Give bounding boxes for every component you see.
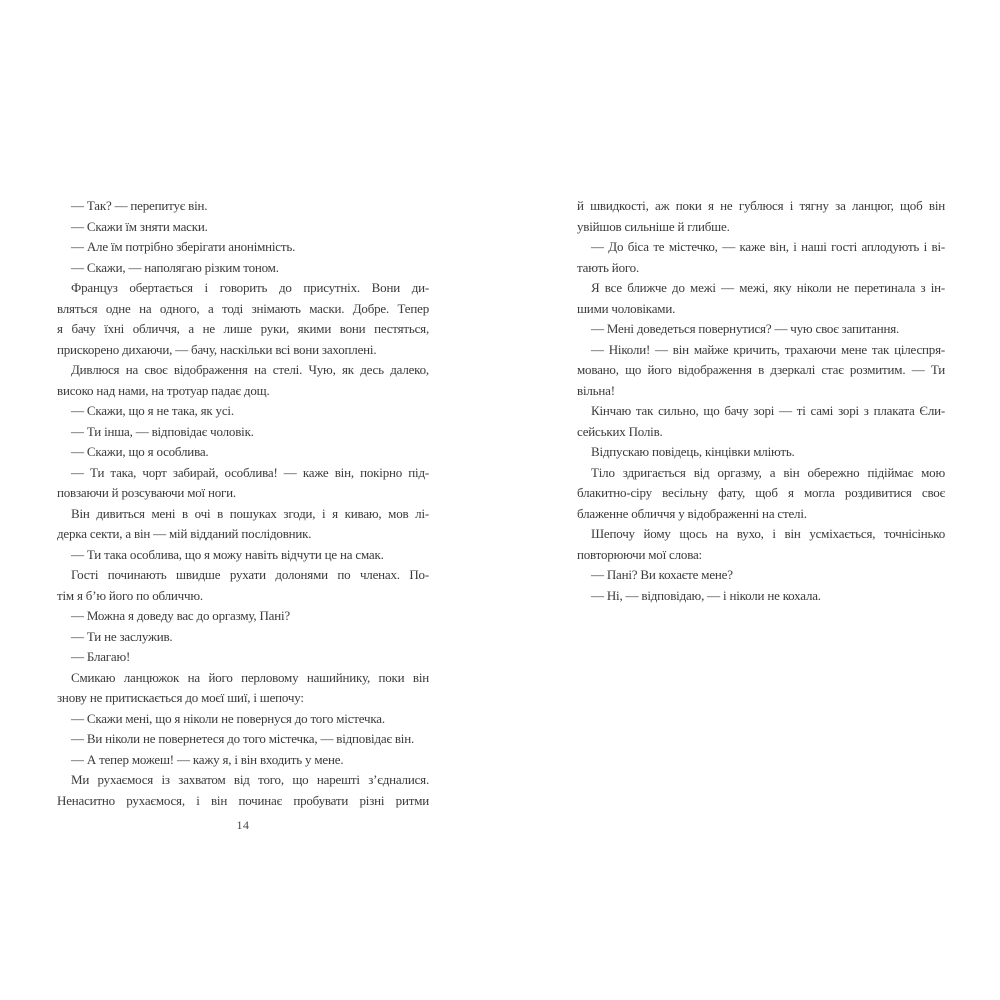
text-line: — Скажи, що я не така, як усі. [71, 403, 234, 418]
text-line: Гості починають швидше рухати долонями по членах. По- [71, 567, 429, 582]
text-line: знову не притискається до моєї шиї, і шепочу: [57, 690, 304, 705]
text-line: увійшов сильніше й глибше. [577, 218, 730, 234]
text-line: — Ти така особлива, що я можу навіть відчути це на смак. [71, 546, 384, 562]
text-line: дерка секти, а він — мій відданий послідовник. [57, 526, 312, 541]
text-line: — Ти інша, — відповідає чоловік. [71, 423, 254, 439]
text-line: — Можна я доведу вас до оргазму, Пані? [71, 608, 290, 623]
text-line: — Ти не заслужив. [71, 628, 173, 644]
text-line: й швидкості, аж поки я не гублюся і тягну за ланцюг, щоб він [577, 198, 945, 213]
right-page-text [577, 196, 945, 606]
text-line: я бачу їхні обличчя, а не лише руки, якими вони пестяться, [57, 321, 429, 336]
text-line: високо над нами, на тротуар падає дощ. [57, 382, 270, 398]
text-line: Шепочу йому щось на вухо, і він усміхається, точнісінько [591, 526, 945, 541]
text-line: Ненаситно рухаємося, і він починає пробувати різні ритми [57, 792, 429, 808]
left-page-text [57, 196, 429, 811]
text-line: повзаючи й розсуваючи мої ноги. [57, 485, 236, 500]
text-line: — Мені доведеться повернутися? — чую своє запитання. [591, 321, 900, 336]
text-line: прискорено дихаючи, — бачу, наскільки всі вони захоплені. [57, 341, 377, 357]
text-line: Тіло здригається від оргазму, а він обережно підіймає мою [591, 464, 945, 480]
text-line: — Ніколи! — він майже кричить, трахаючи мене так цілеспря- [591, 341, 945, 357]
text-line: Відпускаю повідець, кінцівки мліють. [591, 444, 795, 459]
text-line: вільна! [577, 382, 615, 398]
text-line: Дивлюся на своє відображення на стелі. Чую, як десь далеко, [71, 362, 429, 377]
text-line: — Ви ніколи не повернетеся до того містечка, — відповідає він. [71, 731, 415, 746]
text-line: повторюючи мої слова: [577, 546, 702, 562]
text-line: тім я б’ю його по обличчю. [57, 587, 203, 603]
text-line: сейських Полів. [577, 423, 663, 439]
text-line: — Скажи, — наполягаю різким тоном. [71, 259, 279, 275]
text-line: — Ти така, чорт забирай, особлива! — каже він, покірно під- [71, 464, 429, 480]
text-line: Кінчаю так сильно, що бачу зорі — ті самі зорі з плаката Єли- [591, 403, 945, 418]
text-line: Я все ближче до межі — межі, яку ніколи не перетинала з ін- [591, 280, 945, 295]
text-line: — Скажи їм зняти маски. [71, 218, 208, 234]
text-line: — До біса те містечко, — каже він, і наші гості аплодують і ві- [591, 239, 945, 254]
text-line: — Пані? Ви кохаєте мене? [591, 567, 733, 582]
text-line: — Але їм потрібно зберігати анонімність. [71, 239, 296, 254]
text-line: — Скажи мені, що я ніколи не повернуся до того містечка. [71, 710, 385, 726]
text-line: — Так? — перепитує він. [71, 198, 208, 213]
text-line: — Ні, — відповідаю, — і ніколи не кохала. [591, 587, 821, 603]
text-line: мовано, що його відображення в дзеркалі стає розмитим. — Ти [577, 362, 945, 377]
text-line: Ми рухаємося із захватом від того, що нарешті з’єдналися. [71, 772, 429, 787]
text-line: шими чоловіками. [577, 300, 676, 316]
text-line: блакитно-сіру весільну фату, щоб я могла роздивитися своє [577, 485, 945, 500]
text-line: — А тепер можеш! — кажу я, і він входить у мене. [71, 751, 344, 767]
left-page-number: 14 [236, 818, 250, 832]
text-line: Смикаю ланцюжок на його перловому нашийнику, поки він [71, 669, 429, 685]
text-line: вляться одне на одного, а тоді знімають маски. Добре. Тепер [57, 300, 429, 316]
text-line: Він дивиться мені в очі в пошуках згоди, і я киваю, мов лі- [71, 505, 429, 521]
text-line: Француз обертається і говорить до присутніх. Вони ди- [71, 280, 429, 295]
text-line: — Скажи, що я особлива. [71, 444, 209, 459]
text-line: блаженне обличчя у відображенні на стелі. [577, 505, 807, 521]
text-line: тають його. [577, 259, 640, 275]
text-line: — Благаю! [71, 649, 131, 664]
